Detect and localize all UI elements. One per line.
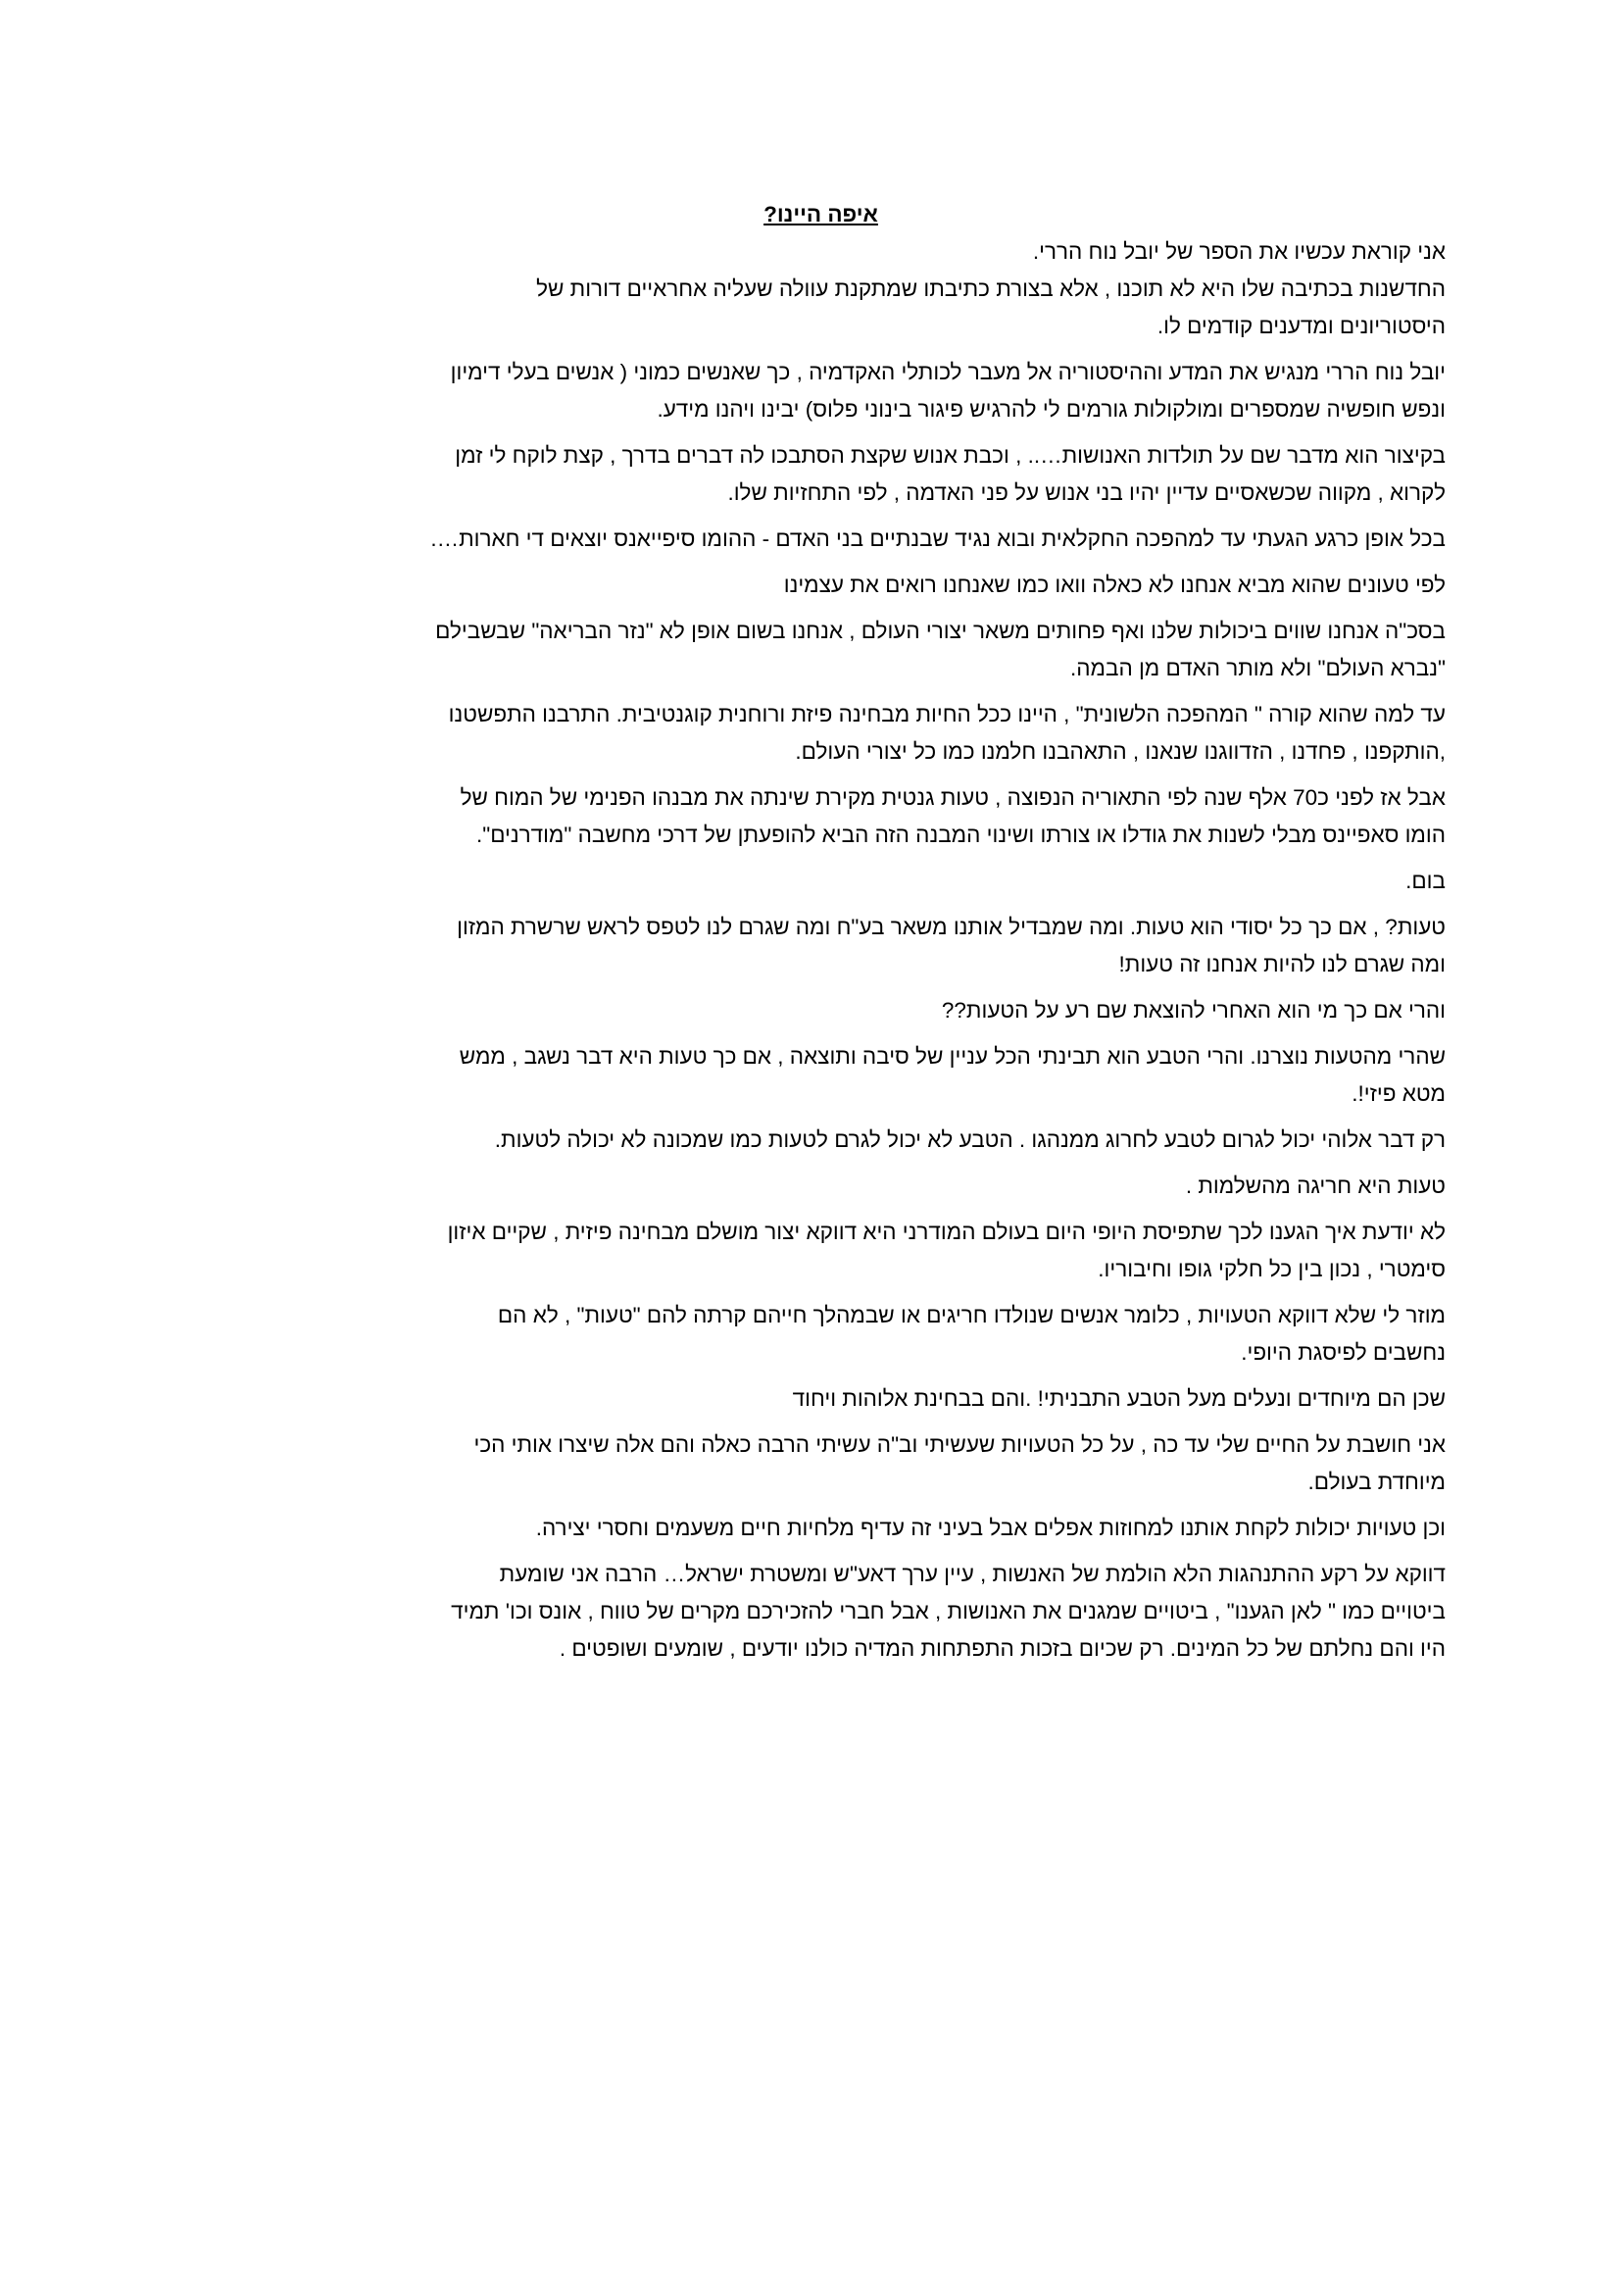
paragraph-line: החדשנות בכתיבה שלו היא לא תוכנו , אלא בצורת כתיבתו שמתקנת עוולה שעליה אחראיים דורות של <box>536 276 1446 301</box>
paragraph-line: בכל אופן כרגע הגעתי עד למהפכה החקלאית ובוא נגיד שבנתיים בני האדם - ההומו סיפייאנס יוצאים די חארות…. <box>430 526 1446 551</box>
document-body <box>196 233 1446 1668</box>
paragraph <box>196 992 1446 1029</box>
paragraph-line: מוזר לי שלא דווקא הטעויות , כלומר אנשים שנולדו חריגים או שבמהלך חייהם קרתה להם "טעות" , לא הם <box>497 1303 1446 1327</box>
paragraph <box>196 779 1446 854</box>
paragraph <box>196 1510 1446 1547</box>
paragraph <box>196 567 1446 604</box>
paragraph-line: אני חושבת על החיים שלי עד כה , על כל הטעויות שעשיתי וב"ה עשיתי הרבה כאלה והם אלה שיצרו אותי הכי <box>473 1432 1446 1457</box>
paragraph <box>196 1426 1446 1501</box>
paragraph <box>196 696 1446 771</box>
paragraph-line: ,הותקפנו , פחדנו , הזדווגנו שנאנו , התאהבנו חלמנו כמו כל יצורי העולם. <box>795 739 1446 764</box>
paragraph-line: נחשבים לפיסגת היופי. <box>1241 1340 1446 1365</box>
paragraph-line: לפי טעונים שהוא מביא אנחנו לא כאלה וואו כמו שאנחנו רואים את עצמינו <box>783 573 1446 597</box>
paragraph <box>196 1556 1446 1668</box>
paragraph <box>196 1297 1446 1372</box>
paragraph-line: יובל נוח הררי מנגיש את המדע וההיסטוריה אל מעבר לכותלי האקדמיה , כך שאנשים כמוני ( אנשים בעלי דימיון <box>450 360 1446 384</box>
paragraph-line: עד למה שהוא קורה " המהפכה הלשונית" , היינו ככל החיות מבחינה פיזת ורוחנית קוגנטיבית. התרבנו התפשטנו <box>448 702 1446 726</box>
paragraph-line: מטא פיזי!. <box>1352 1081 1446 1106</box>
paragraph-line: דווקא על רקע ההתנהגות הלא הולמת של האנשות , עיין ערך דאע"ש ומשטרת ישראל… הרבה אני שומעת <box>499 1562 1446 1586</box>
paragraph-line: שהרי מהטעות נוצרנו. והרי הטבע הוא תבינתי הכל עניין של סיבה ותוצאה , אם כך טעות היא דבר נשגב , ממש <box>459 1044 1446 1069</box>
paragraph <box>196 1038 1446 1113</box>
paragraph-line: ומה שגרם לנו להיות אנחנו זה טעות! <box>1118 952 1446 976</box>
paragraph-line: היו והם נחלתם של כל המינים. רק שכיום בזכות התפתחות המדיה כולנו יודעים , שומעים ושופטים . <box>559 1636 1446 1661</box>
paragraph-line: שכן הם מיוחדים ונעלים מעל הטבע התבניתי! .והם בבחינת אלוהות ויחוד <box>792 1386 1446 1411</box>
paragraph-line: טעות? , אם כך כל יסודי הוא טעות. ומה שמבדיל אותנו משאר בע"ח ומה שגרם לנו לטפס לראש שרשרת המזון <box>457 915 1446 939</box>
paragraph <box>196 1168 1446 1205</box>
paragraph-line: רק דבר אלוהי יכול לגרום לטבע לחרוג ממנהגו . הטבע לא יכול לגרם לטעות כמו שמכונה לא יכולה לטעות. <box>494 1127 1446 1152</box>
paragraph-line: בום. <box>1405 869 1446 893</box>
paragraph-line: מיוחדת בעולם. <box>1307 1470 1446 1494</box>
paragraph-line: ונפש חופשיה שמספרים ומולקולות גורמים לי להרגיש פיגור בינוני פלוס) יבינו ויהנו מידע. <box>657 397 1446 422</box>
paragraph <box>196 437 1446 512</box>
paragraph <box>196 354 1446 428</box>
document-page <box>196 196 1446 1676</box>
paragraph <box>196 1214 1446 1288</box>
paragraph <box>196 521 1446 558</box>
paragraph-line: סימטרי , נכון בין כל חלקי גופו וחיבוריו. <box>1098 1257 1446 1281</box>
paragraph <box>196 233 1446 271</box>
paragraph-line: טעות היא חריגה מהשלמות . <box>1185 1173 1446 1198</box>
paragraph-line: לא יודעת איך הגענו לכך שתפיסת היופי היום בעולם המודרני היא דווקא יצור מושלם מבחינה פיזית , שקיים איזון <box>447 1220 1446 1244</box>
paragraph-line: הומו סאפיינס מבלי לשנות את גודלו או צורתו ושינוי המבנה הזה הביא להופעתן של דרכי מחשבה "מודרנים". <box>475 823 1446 847</box>
paragraph-line: "נברא העולם" ולא מותר האדם מן הבמה. <box>1070 656 1446 680</box>
paragraph-line: אני קוראת עכשיו את הספר של יובל נוח הררי. <box>1032 239 1446 264</box>
paragraph <box>196 613 1446 687</box>
paragraph-line: לקרוא , מקווה שכשאסיים עדיין יהיו בני אנוש על פני האדמה , לפי התחזיות שלו. <box>727 480 1446 505</box>
paragraph-line: והרי אם כך מי הוא האחרי להוצאת שם רע על הטעות?? <box>941 998 1446 1023</box>
paragraph <box>196 271 1446 345</box>
paragraph-line: ביטויים כמו " לאן הגענו" , ביטויים שמגנים את האנושות , אבל חברי להזכירכם מקרים של טווח , אונס וכו' תמיד <box>451 1599 1446 1623</box>
paragraph-line: בקיצור הוא מדבר שם על תולדות האנושות….. , וכבת אנוש שקצת הסתבכו לה דברים בדרך , קצת לוקח לי זמן <box>455 443 1446 468</box>
paragraph <box>196 1380 1446 1418</box>
paragraph-line: אבל אז לפני כ70 אלף שנה לפי התאוריה הנפוצה , טעות גנטית מקירת שינתה את מבנהו הפנימי של המוח של <box>460 785 1446 810</box>
paragraph <box>196 1122 1446 1159</box>
paragraph-line: היסטוריונים ומדענים קודמים לו. <box>1156 314 1446 338</box>
paragraph <box>196 863 1446 900</box>
document-title: איפה היינו? <box>763 202 878 226</box>
paragraph-line: וכן טעויות יכולות לקחת אותנו למחוזות אפלים אבל בעיני זה עדיף מלחיות חיים משעמים וחסרי יצירה. <box>535 1516 1446 1540</box>
paragraph <box>196 909 1446 983</box>
paragraph-line: בסכ"ה אנחנו שווים ביכולות שלנו ואף פחותים משאר יצורי העולם , אנחנו בשום אופן לא "נזר הבריאה" שבשבילם <box>435 619 1446 643</box>
